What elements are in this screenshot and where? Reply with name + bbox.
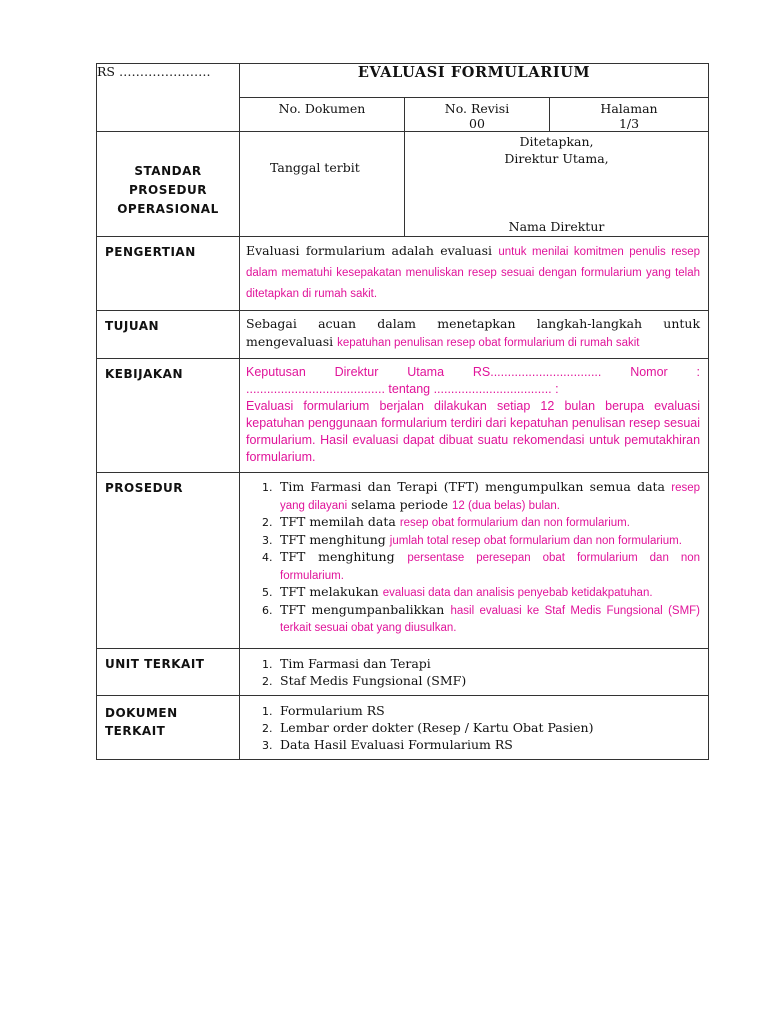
unit-terkait-content — [240, 649, 709, 696]
prosedur-content — [240, 473, 709, 649]
prosedur-step-5 — [276, 584, 700, 602]
prosedur-steps — [246, 479, 700, 637]
pengertian-text: Evaluasi formularium adalah evaluasi — [246, 243, 493, 258]
prosedur-step-2 — [276, 514, 700, 532]
prosedur-step-4 — [276, 549, 700, 584]
doc-number-label: No. Dokumen — [278, 101, 366, 116]
tujuan-text-highlight: kepatuhan penulisan resep obat formularium di rumah sakit — [337, 337, 640, 349]
issue-date-cell — [240, 132, 405, 237]
approval-label: Ditetapkan, — [519, 134, 594, 149]
step-3-highlight: jumlah total resep obat formularium dan non formularium. — [389, 534, 682, 547]
list-item: 2. Staf Medis Fungsional (SMF) — [276, 672, 700, 689]
sop-label-line2: PROSEDUR — [128, 183, 208, 197]
approval-title: Direktur Utama, — [504, 151, 609, 166]
prosedur-step-6 — [276, 602, 700, 637]
step-1-text: Tim Farmasi dan Terapi (TFT) mengumpulkan semua data — [280, 479, 666, 494]
rs-name: RS …………………. — [97, 64, 211, 79]
pengertian-content — [240, 237, 709, 311]
prosedur-step-1 — [276, 479, 700, 514]
list-item: 3. Data Hasil Evaluasi Formularium RS — [276, 736, 700, 753]
kebijakan-content — [240, 359, 709, 473]
step-3-text: TFT menghitung — [280, 531, 386, 547]
step-1-text-2: selama periode — [351, 496, 448, 512]
dokumen-terkait-list — [246, 702, 700, 753]
dokumen-terkait-label-line1: DOKUMEN — [105, 706, 178, 720]
page-label: Halaman — [600, 101, 658, 116]
issue-date-label: Tanggal terbit — [270, 160, 360, 175]
kebijakan-decree-line1: Keputusan Direktur Utama RS................................ Nomor : — [246, 365, 701, 379]
sop-document-table — [96, 63, 709, 760]
prosedur-label: PROSEDUR — [97, 473, 240, 649]
sop-label-line1: STANDAR — [134, 164, 202, 178]
tujuan-content — [240, 311, 709, 359]
step-6-text: TFT mengumpanbalikkan — [280, 601, 445, 617]
revision-label: No. Revisi — [444, 101, 510, 116]
dokumen-terkait-content — [240, 696, 709, 760]
step-1-highlight-2: 12 (dua belas) bulan. — [451, 499, 561, 512]
step-4-highlight: persentase peresepan obat formularium dan non formularium. — [280, 552, 701, 582]
dokumen-terkait-label — [97, 696, 240, 760]
unit-terkait-label: UNIT TERKAIT — [97, 649, 240, 696]
kebijakan-decree-line2: ........................................ tentang .................................. : — [246, 382, 559, 396]
approval-cell — [405, 132, 709, 237]
director-name: Nama Direktur — [508, 219, 605, 234]
step-6-highlight: hasil evaluasi ke Staf Medis Fungsional (SMF) terkait sesuai obat yang diusulkan. — [280, 604, 701, 634]
step-5-text: TFT melakukan — [280, 584, 379, 599]
step-4-text: TFT menghitung — [280, 549, 395, 564]
unit-terkait-list — [246, 655, 700, 689]
revision-value: 00 — [469, 116, 485, 131]
kebijakan-label: KEBIJAKAN — [97, 359, 240, 473]
page-cell — [550, 98, 709, 132]
pengertian-label: PENGERTIAN — [97, 237, 240, 311]
rs-name-cell — [97, 64, 240, 132]
dokumen-terkait-label-line2: TERKAIT — [105, 724, 166, 738]
sop-label-line3: OPERASIONAL — [117, 202, 219, 216]
doc-number-cell — [240, 98, 405, 132]
list-item: 1. Tim Farmasi dan Terapi — [276, 655, 700, 672]
step-2-highlight: resep obat formularium dan non formularium. — [399, 517, 630, 529]
prosedur-step-3 — [276, 532, 700, 550]
tujuan-label: TUJUAN — [97, 311, 240, 359]
page-value: 1/3 — [618, 116, 640, 131]
step-2-text: TFT memilah data — [280, 514, 396, 529]
sop-label-cell — [97, 132, 240, 237]
revision-cell — [405, 98, 550, 132]
step-5-highlight: evaluasi data dan analisis penyebab ketidakpatuhan. — [382, 587, 653, 599]
list-item: 1. Formularium RS — [276, 702, 700, 719]
list-item: 2. Lembar order dokter (Resep / Kartu Obat Pasien) — [276, 719, 700, 736]
kebijakan-text: Evaluasi formularium berjalan dilakukan setiap 12 bulan berupa evaluasi kepatuhan penggunaan formularium terdiri dari kepatuhan penulisan resep sesuai formularium. Hasil evaluasi dapat dibuat suatu rekomendasi untuk pemutakhiran formularium. — [246, 399, 701, 464]
document-title: EVALUASI FORMULARIUM — [240, 64, 709, 98]
pengertian-text-highlight: untuk menilai komitmen penulis resep dalam mematuhi kesepakatan menuliskan resep sesuai dengan formularium yang telah ditetapkan di rumah sakit. — [246, 246, 701, 300]
step-1-highlight: resep yang dilayani — [280, 482, 701, 512]
tujuan-text: Sebagai acuan dalam menetapkan langkah-langkah untuk mengevaluasi — [246, 316, 701, 349]
